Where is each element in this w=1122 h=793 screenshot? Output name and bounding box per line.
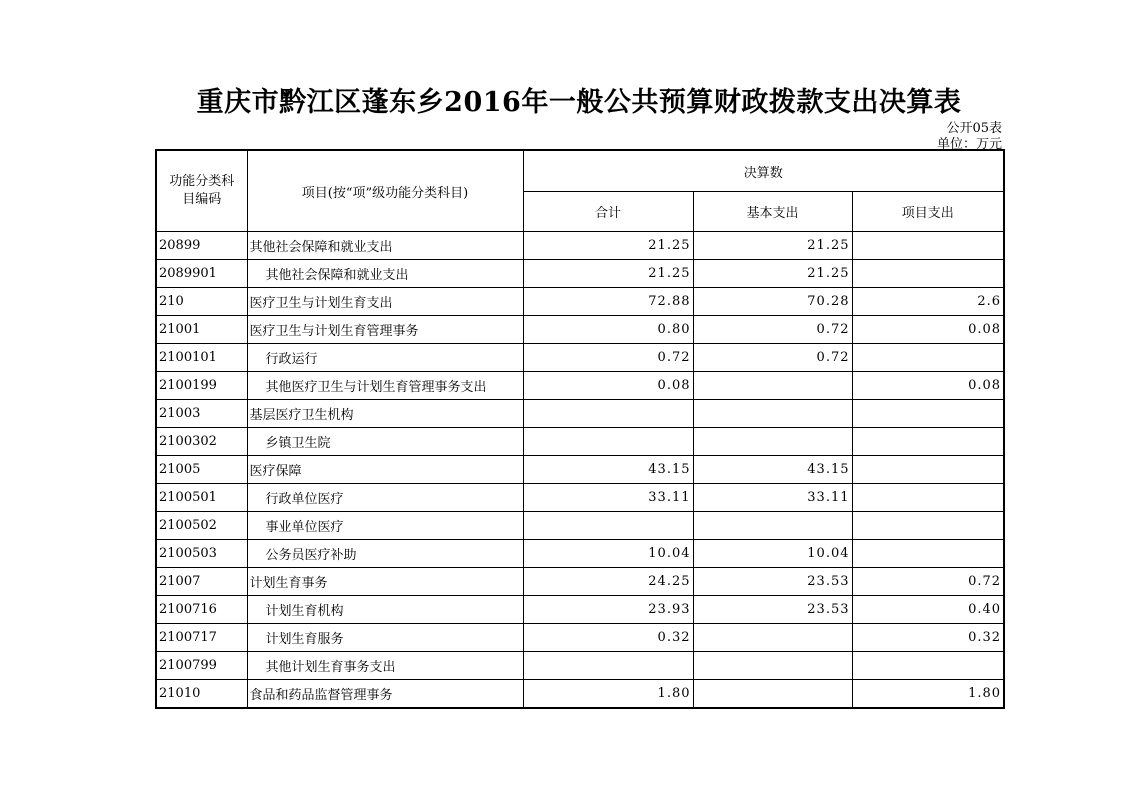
row-basic: 23.53 bbox=[693, 596, 852, 624]
header-project: 项目支出 bbox=[852, 192, 1004, 232]
row-code: 2100799 bbox=[156, 652, 247, 680]
row-project: 0.08 bbox=[852, 372, 1004, 400]
row-code: 2100503 bbox=[156, 540, 247, 568]
row-project: 0.40 bbox=[852, 596, 1004, 624]
row-basic: 0.72 bbox=[693, 316, 852, 344]
row-item-name: 其他社会保障和就业支出 bbox=[247, 260, 523, 288]
header-code bbox=[156, 150, 247, 232]
row-project bbox=[852, 484, 1004, 512]
row-project bbox=[852, 540, 1004, 568]
row-project: 2.6 bbox=[852, 288, 1004, 316]
row-total: 23.93 bbox=[523, 596, 693, 624]
row-total: 10.04 bbox=[523, 540, 693, 568]
table-row bbox=[156, 344, 1004, 372]
row-basic: 21.25 bbox=[693, 232, 852, 260]
row-project bbox=[852, 428, 1004, 456]
row-project bbox=[852, 512, 1004, 540]
row-item-name: 计划生育机构 bbox=[247, 596, 523, 624]
row-basic: 43.15 bbox=[693, 456, 852, 484]
row-item-name: 医疗保障 bbox=[247, 456, 523, 484]
row-basic bbox=[693, 680, 852, 709]
header-basic: 基本支出 bbox=[693, 192, 852, 232]
row-code: 2100199 bbox=[156, 372, 247, 400]
page-title: 重庆市黔江区蓬东乡2016年一般公共预算财政拨款支出决算表 bbox=[196, 87, 962, 118]
row-code: 2100717 bbox=[156, 624, 247, 652]
row-project: 0.32 bbox=[852, 624, 1004, 652]
row-basic bbox=[693, 400, 852, 428]
row-item-name: 计划生育服务 bbox=[247, 624, 523, 652]
row-code: 2100501 bbox=[156, 484, 247, 512]
row-project bbox=[852, 232, 1004, 260]
table-row bbox=[156, 484, 1004, 512]
row-basic bbox=[693, 652, 852, 680]
row-total: 72.88 bbox=[523, 288, 693, 316]
row-item-name: 医疗卫生与计划生育管理事务 bbox=[247, 316, 523, 344]
row-code: 21003 bbox=[156, 400, 247, 428]
row-code: 21007 bbox=[156, 568, 247, 596]
row-total: 24.25 bbox=[523, 568, 693, 596]
table-row bbox=[156, 232, 1004, 260]
row-code: 2100716 bbox=[156, 596, 247, 624]
header-item: 项目(按“项”级功能分类科目) bbox=[247, 150, 523, 232]
table-body bbox=[156, 232, 1004, 709]
row-item-name: 其他社会保障和就业支出 bbox=[247, 232, 523, 260]
table-row bbox=[156, 400, 1004, 428]
row-total bbox=[523, 652, 693, 680]
row-basic: 23.53 bbox=[693, 568, 852, 596]
row-total: 33.11 bbox=[523, 484, 693, 512]
row-code: 2100302 bbox=[156, 428, 247, 456]
header-group: 决算数 bbox=[523, 150, 1004, 192]
row-basic: 0.72 bbox=[693, 344, 852, 372]
row-total: 0.72 bbox=[523, 344, 693, 372]
row-item-name: 医疗卫生与计划生育支出 bbox=[247, 288, 523, 316]
row-project: 0.08 bbox=[852, 316, 1004, 344]
row-item-name: 行政运行 bbox=[247, 344, 523, 372]
table-row bbox=[156, 540, 1004, 568]
row-project bbox=[852, 652, 1004, 680]
table-row bbox=[156, 680, 1004, 709]
row-item-name: 基层医疗卫生机构 bbox=[247, 400, 523, 428]
unit-label: 单位：万元 bbox=[936, 137, 1002, 152]
table-row bbox=[156, 372, 1004, 400]
row-item-name: 其他计划生育事务支出 bbox=[247, 652, 523, 680]
table-code: 公开05表 bbox=[946, 121, 1002, 136]
row-code: 21005 bbox=[156, 456, 247, 484]
row-item-name: 计划生育事务 bbox=[247, 568, 523, 596]
row-code: 210 bbox=[156, 288, 247, 316]
table-row bbox=[156, 624, 1004, 652]
table-row bbox=[156, 316, 1004, 344]
table-row bbox=[156, 652, 1004, 680]
table-row bbox=[156, 260, 1004, 288]
budget-table bbox=[155, 149, 1005, 709]
row-code: 2100101 bbox=[156, 344, 247, 372]
row-item-name: 行政单位医疗 bbox=[247, 484, 523, 512]
row-project bbox=[852, 456, 1004, 484]
row-basic bbox=[693, 624, 852, 652]
table-row bbox=[156, 596, 1004, 624]
table-row bbox=[156, 288, 1004, 316]
header-code-text: 功能分类科目编码 bbox=[169, 174, 235, 207]
row-total: 0.80 bbox=[523, 316, 693, 344]
row-total bbox=[523, 428, 693, 456]
row-total bbox=[523, 400, 693, 428]
row-basic bbox=[693, 512, 852, 540]
row-code: 20899 bbox=[156, 232, 247, 260]
row-total bbox=[523, 512, 693, 540]
row-item-name: 乡镇卫生院 bbox=[247, 428, 523, 456]
row-project bbox=[852, 260, 1004, 288]
table-row bbox=[156, 512, 1004, 540]
row-item-name: 公务员医疗补助 bbox=[247, 540, 523, 568]
table-row bbox=[156, 568, 1004, 596]
row-code: 21001 bbox=[156, 316, 247, 344]
row-project: 0.72 bbox=[852, 568, 1004, 596]
row-project: 1.80 bbox=[852, 680, 1004, 709]
row-basic: 70.28 bbox=[693, 288, 852, 316]
row-total: 0.08 bbox=[523, 372, 693, 400]
table-row bbox=[156, 428, 1004, 456]
row-total: 21.25 bbox=[523, 260, 693, 288]
row-basic: 33.11 bbox=[693, 484, 852, 512]
row-basic bbox=[693, 428, 852, 456]
row-code: 2089901 bbox=[156, 260, 247, 288]
row-item-name: 食品和药品监督管理事务 bbox=[247, 680, 523, 709]
row-basic bbox=[693, 372, 852, 400]
table-row bbox=[156, 456, 1004, 484]
row-code: 2100502 bbox=[156, 512, 247, 540]
row-item-name: 事业单位医疗 bbox=[247, 512, 523, 540]
row-project bbox=[852, 344, 1004, 372]
row-project bbox=[852, 400, 1004, 428]
row-item-name: 其他医疗卫生与计划生育管理事务支出 bbox=[247, 372, 523, 400]
header-total: 合计 bbox=[523, 192, 693, 232]
row-code: 21010 bbox=[156, 680, 247, 709]
row-basic: 10.04 bbox=[693, 540, 852, 568]
row-basic: 21.25 bbox=[693, 260, 852, 288]
row-total: 43.15 bbox=[523, 456, 693, 484]
row-total: 21.25 bbox=[523, 232, 693, 260]
row-total: 0.32 bbox=[523, 624, 693, 652]
row-total: 1.80 bbox=[523, 680, 693, 709]
